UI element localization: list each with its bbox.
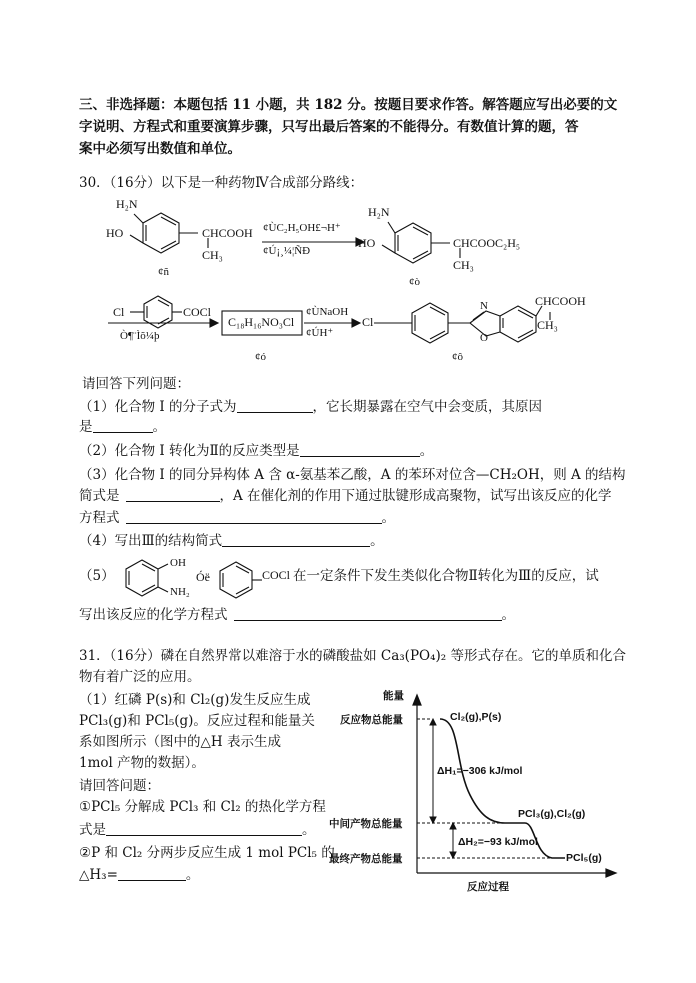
dh2-label: ΔH₂=−93 kJ/mol	[458, 836, 538, 848]
q30-title: 30．（16分）以下是一种药物Ⅳ合成部分路线：	[79, 175, 364, 191]
reagent-acyl-chloride: COCl	[183, 305, 212, 319]
q30-prompt: 请回答下列问题：	[82, 376, 190, 392]
q30-part-1-answer-blank-1[interactable]	[237, 398, 313, 413]
q31-sub-2-line-2	[79, 865, 199, 885]
q31-part-1-line-3: 系如图所示（图中的△H 表示生成	[79, 734, 281, 750]
level-final-label: 最终产物总能量	[329, 853, 403, 865]
q30-part-3-answer-blank-1[interactable]	[126, 487, 220, 502]
q31-sub-1-answer-blank[interactable]	[106, 821, 302, 836]
section-header-line-1: 三、非选择题：本题包括 11 小题，共 182 分。按题目要求作答。解答题应写出必要的文	[79, 97, 618, 113]
q30-part-3-text-f: 。	[381, 510, 395, 526]
q30-part-1-answer-blank-2[interactable]	[93, 418, 153, 433]
compound-4-methyl: CH₃	[537, 318, 558, 332]
compound-2-hydroxy: HO	[358, 236, 376, 250]
compound-4-chloro: Cl	[362, 315, 374, 329]
compound-1-methyl: CH₃	[202, 248, 223, 262]
q31-sub-2-text-b: △H₃=	[79, 867, 118, 883]
compound-1-acid-group: CHCOOH	[202, 226, 253, 240]
q31-sub-1-text-c: 。	[302, 822, 316, 838]
q30-part-5-answer-blank[interactable]	[234, 606, 502, 621]
q30-part-2-text-b: 。	[419, 443, 434, 459]
q30-part-1-line-2	[79, 417, 166, 437]
q30-part-5-text-d: 。	[501, 607, 515, 623]
diagram-x-label: 反应过程	[467, 881, 509, 893]
section-header-line-3: 案中必须写出数值和单位。	[79, 141, 241, 157]
q30-part-3-text-b: ，则 A 的结构	[539, 467, 626, 483]
q31-part-1-line-1: （1）红磷 P(s)和 Cl₂(g)发生反应生成	[79, 692, 311, 708]
q30-part-1-text-a: （1）化合物 I 的分子式为	[79, 399, 237, 415]
arrow-1-reagents-bottom: ¢Ú¡¸¼¦ÑÐ	[263, 245, 311, 257]
compound-3-formula: C₁₈H₁₆NO₃Cl	[228, 315, 295, 329]
compound-2-structure	[382, 222, 460, 263]
compound-1-amine: H₂N	[116, 197, 138, 211]
arrow-2-condition: Ò¶¨Ìõ¼þ	[120, 330, 160, 342]
compound-2-label: ¢ò	[409, 276, 420, 288]
q30-part-5-text-b: 在一定条件下发生类似化合物Ⅱ转化为Ⅲ的反应，试	[293, 568, 599, 584]
arrow-3-reagent-top: ¢ÙNaOH	[306, 306, 349, 318]
diagram-y-label: 能量	[383, 690, 404, 702]
q30-part-2-text-a: （2）化合物 I 转化为Ⅱ的反应类型是	[79, 443, 300, 459]
energy-axis-arrow	[413, 695, 421, 705]
q30-part-4-answer-blank[interactable]	[222, 532, 370, 547]
q30-part-3-answer-blank-2[interactable]	[126, 509, 382, 524]
q30-part-1-text-c: 是	[79, 419, 93, 435]
q30-part-5-plus: Óë	[196, 570, 210, 584]
compound-1-hydroxy: HO	[106, 226, 124, 240]
q30-part-3-text-d: ，A 在催化剂的作用下通过肽键形成高聚物，试写出该反应的化学	[219, 488, 612, 504]
level-intermediate-label: 中间产物总能量	[329, 818, 403, 830]
q30-part-3-text-e: 方程式	[79, 510, 120, 526]
compound-4-oxygen: O	[480, 332, 488, 344]
q31-line-2: 物有着广泛的应用。	[79, 669, 201, 685]
arrow-3-reagent-bottom: ¢ÚH⁺	[306, 327, 334, 339]
compound-4-acid-group: CHCOOH	[535, 294, 586, 308]
species-intermediate: PCl₃(g),Cl₂(g)	[518, 808, 586, 820]
q30-part-5-acyl-chloride: COCl	[262, 568, 291, 582]
species-reactant: Cl₂(g),P(s)	[450, 711, 502, 723]
q30-part-1-line-1	[79, 397, 542, 417]
compound-1-structure	[130, 213, 208, 253]
compound-2-methyl: CH₃	[453, 258, 474, 272]
q31-sub-1-line-1: ①PCl₅ 分解成 PCl₃ 和 Cl₂ 的热化学方程	[79, 799, 326, 815]
q30-part-1-text-d: 。	[152, 419, 166, 435]
q31-sub-2-answer-blank[interactable]	[118, 866, 186, 881]
q30-part-5-label: （5）	[79, 568, 115, 584]
q31-prompt: 请回答问题：	[79, 778, 160, 794]
q30-part-5-line-2	[79, 605, 515, 625]
q31-sub-1-line-2	[79, 820, 316, 840]
q30-part-4	[79, 531, 384, 551]
compound-4-nitrogen: N	[480, 300, 488, 312]
q30-part-3-text-a: （3）化合物 I 的同分异构体 A 含 α-氨基苯乙酸，A 的苯环对位含	[79, 467, 476, 483]
q30-part-5-hydroxy: OH	[170, 557, 186, 569]
q30-part-5-amine: NH₂	[170, 586, 190, 598]
compound-2-ester-group: CHCOOC₂H₅	[453, 236, 521, 250]
q31-line-1: 31．（16分）磷在自然界常以难溶于水的磷酸盐如 Ca₃(PO₄)₂ 等形式存在。它的单质和化合	[79, 648, 626, 664]
reagent-chloro: Cl	[113, 305, 125, 319]
q30-part-5-structures	[112, 554, 272, 600]
q30-part-5-text-c: 写出该反应的化学方程式	[79, 607, 228, 623]
q30-part-1-text-b: ，它长期暴露在空气中会变质，其原因	[312, 399, 543, 415]
compound-4-label: ¢ô	[452, 351, 463, 363]
q30-part-4-text-b: 。	[370, 533, 384, 549]
section-header-line-2: 字说明、方程式和重要演算步骤，只写出最后答案的不能得分。有数值计算的题，答	[79, 119, 579, 135]
q30-part-2	[79, 441, 433, 461]
level-reactant-label: 反应物总能量	[340, 714, 403, 726]
compound-1-label: ¢ñ	[158, 266, 169, 278]
q30-part-3-group: —CH₂OH	[475, 467, 540, 483]
q30-part-3-text-c: 简式是	[79, 488, 120, 504]
compound-2-amine: H₂N	[368, 205, 390, 219]
q30-part-2-answer-blank[interactable]	[300, 442, 420, 457]
dh1-label: ΔH₁=−306 kJ/mol	[437, 765, 523, 777]
arrow-1-reagents-top: ¢ÙC₂H₅OH£¬H⁺	[263, 222, 341, 234]
q30-part-3-line-1	[79, 465, 626, 485]
species-final: PCl₅(g)	[566, 852, 602, 864]
q30-part-3-line-2	[79, 486, 612, 506]
q30-part-3-line-3	[79, 508, 395, 528]
q31-sub-2-text-c: 。	[185, 867, 200, 883]
q31-sub-1-text-b: 式是	[79, 822, 106, 838]
q31-sub-2-line-1: ②P 和 Cl₂ 分两步反应生成 1 mol PCl₅ 的	[79, 845, 335, 861]
q31-part-1-line-2: PCl₃(g)和 PCl₅(g)。反应过程和能量关	[79, 713, 315, 729]
q31-part-1-line-4: 1mol 产物的数据）。	[79, 755, 205, 771]
compound-4-structure	[374, 303, 550, 343]
compound-3-label: ¢ó	[255, 351, 266, 363]
q30-synthesis-scheme	[0, 190, 696, 390]
q30-part-4-text-a: （4）写出Ⅲ的结构简式	[79, 533, 223, 549]
process-axis-arrow	[606, 869, 616, 877]
